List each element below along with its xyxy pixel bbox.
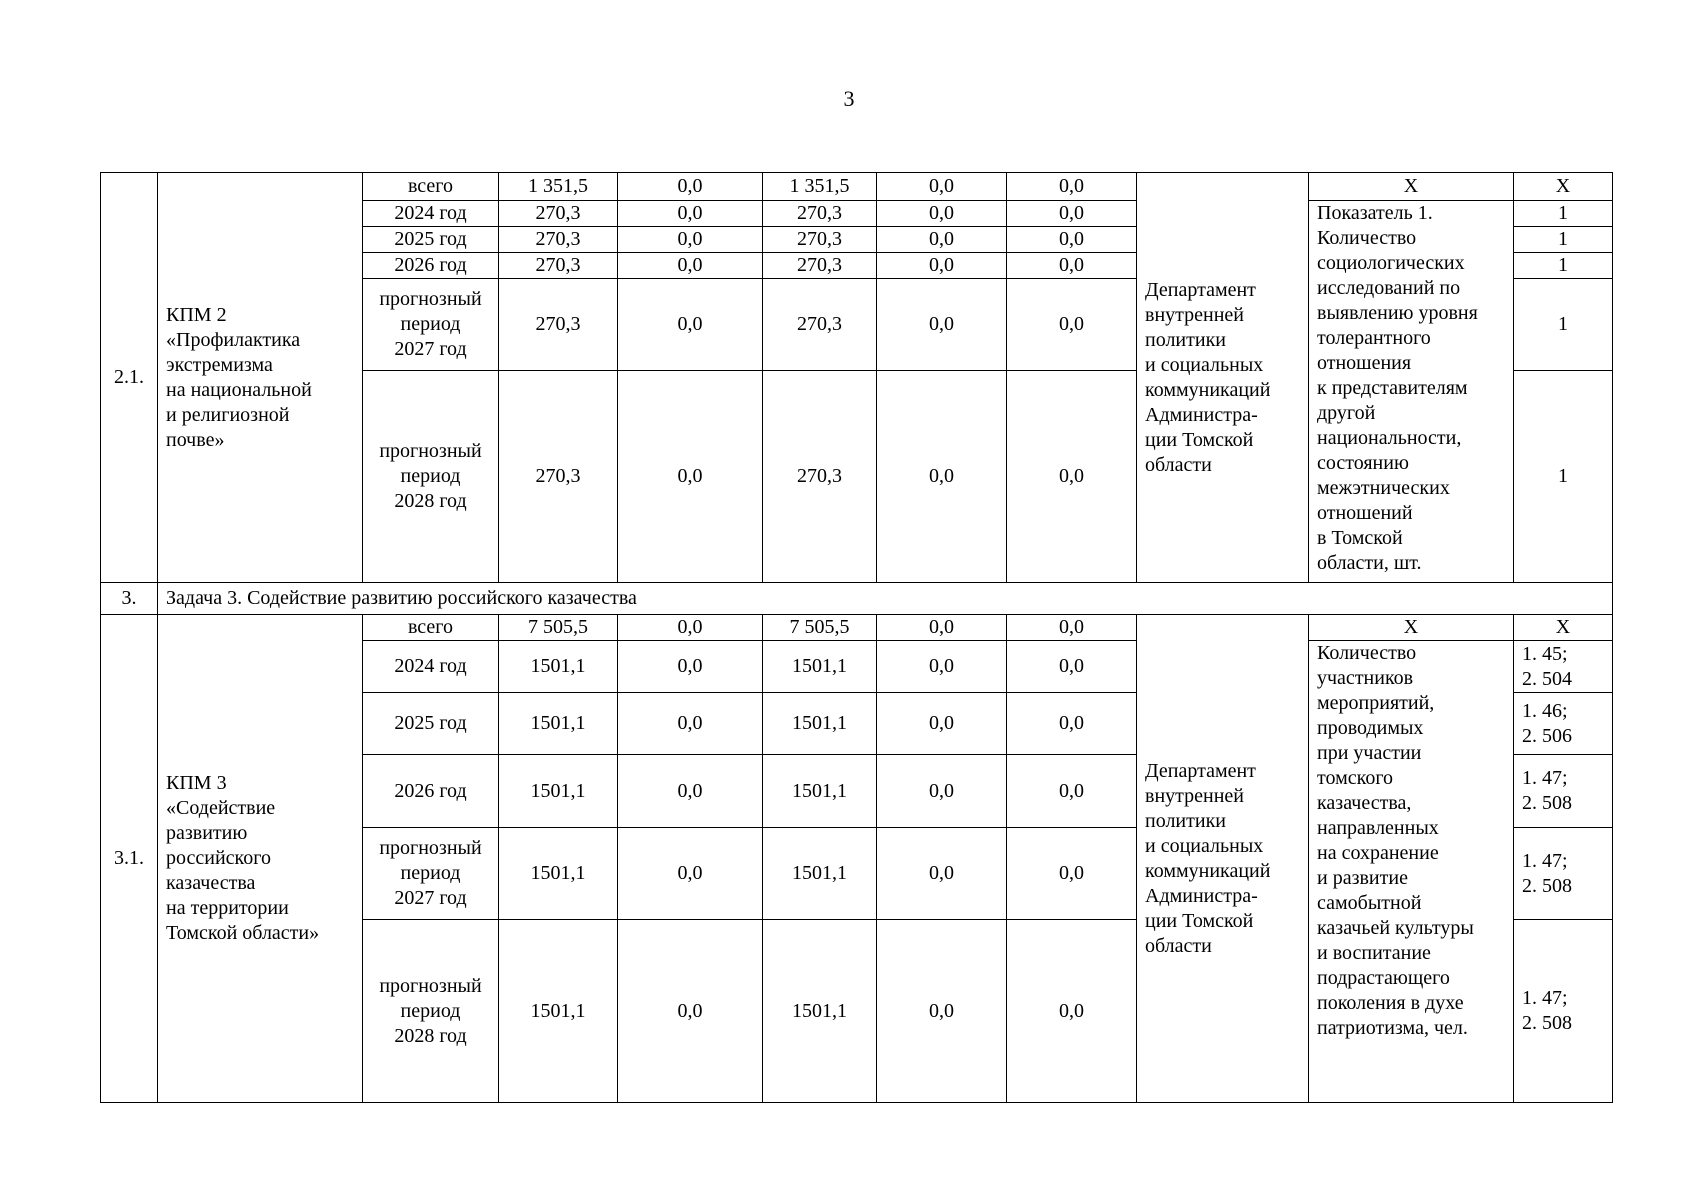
period-cell: всего [363, 615, 499, 641]
total-cell: 270,3 [499, 279, 618, 371]
measure-name: КПМ 2 «Профилактика экстремизма на национальной и религиозной почве» [158, 173, 363, 583]
regional-cell: 1501,1 [763, 693, 877, 755]
indicator-value-cell: 1 [1514, 371, 1613, 583]
regional-cell: 270,3 [763, 227, 877, 253]
federal-cell: 0,0 [618, 693, 763, 755]
other-cell: 0,0 [1007, 201, 1137, 227]
federal-cell: 0,0 [618, 201, 763, 227]
table-row [101, 615, 1613, 641]
total-cell: 270,3 [499, 253, 618, 279]
row-number: 2.1. [101, 173, 158, 583]
other-cell: 0,0 [1007, 253, 1137, 279]
total-cell: 1501,1 [499, 920, 618, 1103]
period-cell: прогнозный период 2028 год [363, 371, 499, 583]
row-number: 3.1. [101, 615, 158, 1103]
regional-cell: 7 505,5 [763, 615, 877, 641]
other-cell: 0,0 [1007, 920, 1137, 1103]
other-cell: 0,0 [1007, 227, 1137, 253]
regional-cell: 270,3 [763, 279, 877, 371]
local-cell: 0,0 [877, 641, 1007, 693]
total-cell: 1501,1 [499, 641, 618, 693]
regional-cell: 1 351,5 [763, 173, 877, 201]
indicator-value-cell: 1. 46; 2. 506 [1514, 693, 1613, 755]
indicator-description: Показатель 1. Количество социологических исследований по выявлению уровня толерантного отношения к представителям другой национальности, состоянию межэтнических отношений в Томской области, шт. [1309, 201, 1514, 583]
regional-cell: 270,3 [763, 201, 877, 227]
federal-cell: 0,0 [618, 641, 763, 693]
table-row [101, 173, 1613, 201]
total-cell: 270,3 [499, 227, 618, 253]
indicator-value-cell: 1. 47; 2. 508 [1514, 755, 1613, 828]
local-cell: 0,0 [877, 253, 1007, 279]
total-cell: 270,3 [499, 371, 618, 583]
federal-cell: 0,0 [618, 279, 763, 371]
indicator-header-x: X [1309, 173, 1514, 201]
indicator-value-cell: 1 [1514, 279, 1613, 371]
period-cell: 2025 год [363, 227, 499, 253]
federal-cell: 0,0 [618, 173, 763, 201]
other-cell: 0,0 [1007, 693, 1137, 755]
period-cell: 2026 год [363, 755, 499, 828]
period-cell: 2025 год [363, 693, 499, 755]
federal-cell: 0,0 [618, 920, 763, 1103]
executor-cell: Департамент внутренней политики и социальных коммуникаций Администра- ции Томской области [1137, 615, 1309, 1103]
local-cell: 0,0 [877, 371, 1007, 583]
local-cell: 0,0 [877, 173, 1007, 201]
indicator-value-cell: 1. 47; 2. 508 [1514, 920, 1613, 1103]
local-cell: 0,0 [877, 755, 1007, 828]
task-number: 3. [101, 583, 158, 615]
regional-cell: 270,3 [763, 371, 877, 583]
period-cell: прогнозный период 2028 год [363, 920, 499, 1103]
period-cell: 2026 год [363, 253, 499, 279]
total-cell: 1501,1 [499, 828, 618, 920]
local-cell: 0,0 [877, 279, 1007, 371]
task-title: Задача 3. Содействие развитию российского казачества [158, 583, 1613, 615]
federal-cell: 0,0 [618, 615, 763, 641]
indicator-description: Количество участников мероприятий, проводимых при участии томского казачества, направленных на сохранение и развитие самобытной казачьей культуры и воспитание подрастающего поколения в духе патриотизма, чел. [1309, 641, 1514, 1103]
indicator-value-cell: 1. 45; 2. 504 [1514, 641, 1613, 693]
other-cell: 0,0 [1007, 755, 1137, 828]
regional-cell: 1501,1 [763, 641, 877, 693]
local-cell: 0,0 [877, 201, 1007, 227]
total-cell: 7 505,5 [499, 615, 618, 641]
federal-cell: 0,0 [618, 227, 763, 253]
regional-cell: 1501,1 [763, 755, 877, 828]
local-cell: 0,0 [877, 693, 1007, 755]
local-cell: 0,0 [877, 920, 1007, 1103]
page-number: 3 [843, 86, 855, 111]
total-cell: 1 351,5 [499, 173, 618, 201]
local-cell: 0,0 [877, 227, 1007, 253]
local-cell: 0,0 [877, 615, 1007, 641]
indicator-value-cell: 1 [1514, 201, 1613, 227]
indicator-value-cell: X [1514, 615, 1613, 641]
federal-cell: 0,0 [618, 371, 763, 583]
federal-cell: 0,0 [618, 253, 763, 279]
period-cell: всего [363, 173, 499, 201]
regional-cell: 1501,1 [763, 828, 877, 920]
regional-cell: 270,3 [763, 253, 877, 279]
other-cell: 0,0 [1007, 641, 1137, 693]
other-cell: 0,0 [1007, 615, 1137, 641]
indicator-value-cell: X [1514, 173, 1613, 201]
other-cell: 0,0 [1007, 371, 1137, 583]
total-cell: 1501,1 [499, 693, 618, 755]
period-cell: прогнозный период 2027 год [363, 828, 499, 920]
task-row [101, 583, 1613, 615]
indicator-value-cell: 1. 47; 2. 508 [1514, 828, 1613, 920]
indicator-value-cell: 1 [1514, 227, 1613, 253]
other-cell: 0,0 [1007, 173, 1137, 201]
total-cell: 1501,1 [499, 755, 618, 828]
regional-cell: 1501,1 [763, 920, 877, 1103]
period-cell: 2024 год [363, 201, 499, 227]
period-cell: 2024 год [363, 641, 499, 693]
other-cell: 0,0 [1007, 828, 1137, 920]
indicator-value-cell: 1 [1514, 253, 1613, 279]
period-cell: прогнозный период 2027 год [363, 279, 499, 371]
other-cell: 0,0 [1007, 279, 1137, 371]
executor-cell: Департамент внутренней политики и социальных коммуникаций Администра- ции Томской области [1137, 173, 1309, 583]
total-cell: 270,3 [499, 201, 618, 227]
budget-table [100, 172, 1613, 1103]
indicator-header-x: X [1309, 615, 1514, 641]
local-cell: 0,0 [877, 828, 1007, 920]
federal-cell: 0,0 [618, 828, 763, 920]
measure-name: КПМ 3 «Содействие развитию российского казачества на территории Томской области» [158, 615, 363, 1103]
federal-cell: 0,0 [618, 755, 763, 828]
